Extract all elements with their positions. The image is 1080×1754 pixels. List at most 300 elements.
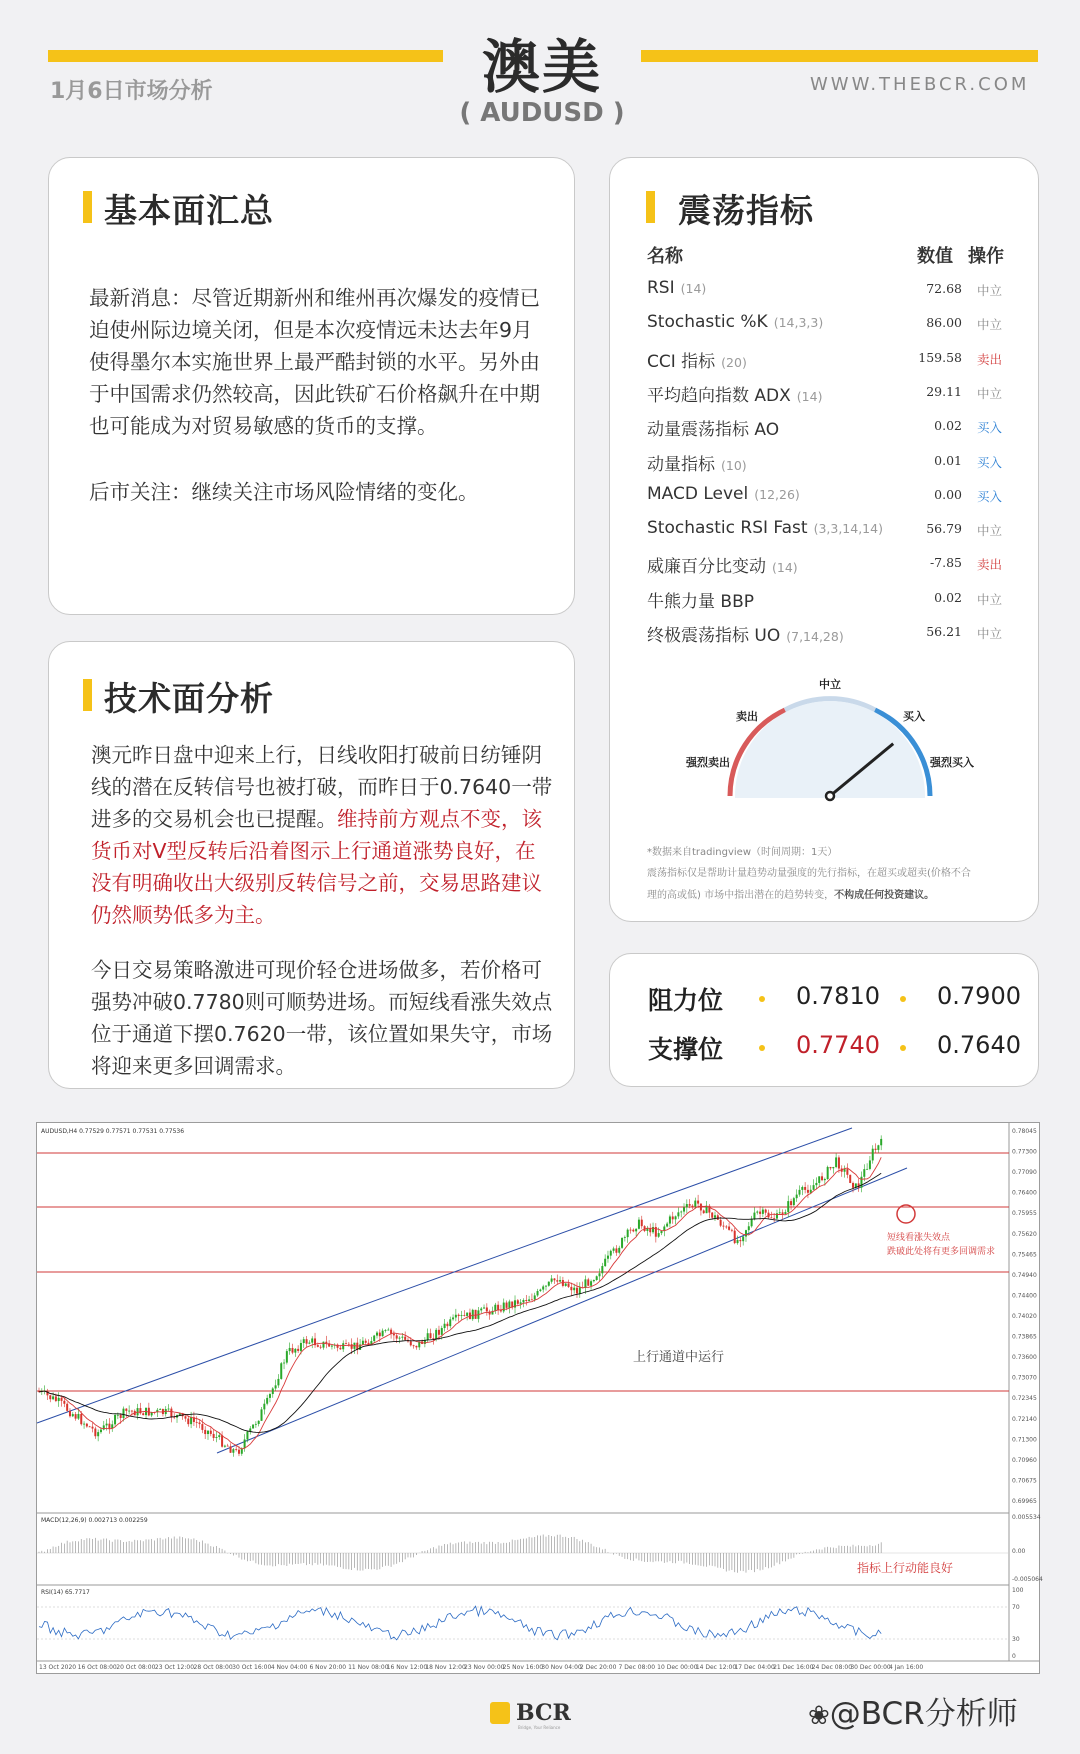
- candle-body: [396, 1335, 398, 1338]
- indicator-row: [647, 587, 1017, 621]
- candle-body: [680, 1212, 682, 1213]
- candle-body: [190, 1417, 192, 1424]
- candle-body: [745, 1230, 747, 1236]
- candle-body: [351, 1344, 353, 1349]
- section-marker: [646, 191, 655, 223]
- indicator-name: [647, 278, 706, 298]
- candle-body: [218, 1435, 220, 1437]
- indicator-name: [647, 312, 823, 332]
- candle-body: [108, 1424, 110, 1429]
- candle-body: [711, 1213, 713, 1218]
- price-tick-label: 0.75620: [1012, 1230, 1037, 1238]
- time-tick-label: 2 Dec 20:00: [579, 1664, 617, 1671]
- candle-body: [55, 1396, 57, 1401]
- time-tick-label: 14 Dec 12:00: [695, 1664, 737, 1671]
- candle-body: [379, 1333, 381, 1337]
- candle-body: [159, 1409, 161, 1410]
- candle-body: [838, 1157, 840, 1168]
- price-tick-label: 0.70675: [1012, 1477, 1037, 1485]
- candle-body: [551, 1279, 553, 1282]
- candle-body: [184, 1416, 186, 1418]
- candle-body: [697, 1201, 699, 1204]
- indicator-value: 29.11: [926, 383, 962, 399]
- indicator-name-text: Stochastic %K: [647, 312, 768, 333]
- watermark-text: @BCR分析师: [829, 1696, 1018, 1732]
- resistance-label: 阻力位: [648, 986, 724, 1015]
- price-tick-label: 0.73600: [1012, 1354, 1037, 1362]
- levels-card: [609, 953, 1039, 1087]
- candle-body: [694, 1201, 696, 1207]
- fundamentals-outlook: 后市关注：继续关注市场风险情绪的变化。: [89, 480, 479, 504]
- candle-body: [72, 1414, 74, 1416]
- macd-tick-label: 0.005534: [1012, 1514, 1041, 1521]
- candle-body: [306, 1339, 308, 1344]
- candle-body: [503, 1303, 505, 1312]
- currency-pair: ( AUDUSD ): [459, 98, 625, 128]
- candle-body: [221, 1435, 223, 1447]
- candle-body: [322, 1342, 324, 1348]
- candle-body: [742, 1237, 744, 1242]
- candle-body: [277, 1379, 279, 1385]
- support-2: 0.7640: [937, 1031, 1021, 1059]
- candle-body: [438, 1330, 440, 1335]
- candle-body: [880, 1139, 882, 1145]
- indicator-name-text: CCI 指标: [647, 351, 716, 372]
- candle-body: [258, 1421, 260, 1424]
- indicator-row: [647, 552, 1017, 586]
- candle-body: [720, 1220, 722, 1226]
- candle-body: [325, 1342, 327, 1344]
- indicator-action: 买入: [977, 488, 1003, 504]
- candle-body: [863, 1169, 865, 1177]
- time-tick-label: 16 Oct 08:00: [77, 1664, 117, 1671]
- candle-body: [846, 1169, 848, 1175]
- indicator-value: 0.02: [934, 418, 962, 434]
- candle-body: [542, 1286, 544, 1289]
- time-tick-label: 4 Nov 04:00: [270, 1664, 308, 1671]
- brand-tagline: Bridge, Your Reliance: [518, 1725, 561, 1730]
- technical-title: 技术面分析: [104, 679, 274, 718]
- candle-body: [308, 1343, 310, 1344]
- candle-body: [672, 1216, 674, 1219]
- candle-body: [531, 1299, 533, 1300]
- indicator-row: [647, 450, 1017, 484]
- candle-body: [807, 1190, 809, 1193]
- candle-body: [773, 1218, 775, 1219]
- fundamentals-title: 基本面汇总: [104, 191, 274, 230]
- candle-body: [114, 1415, 116, 1424]
- candle-body: [784, 1212, 786, 1214]
- candle-body: [461, 1315, 463, 1316]
- candle-body: [618, 1248, 620, 1253]
- candle-body: [689, 1204, 691, 1206]
- chart-symbol-label: AUDUSD,H4 0.77529 0.77571 0.77531 0.77536: [41, 1128, 185, 1135]
- candle-body: [399, 1338, 401, 1339]
- candle-body: [739, 1240, 741, 1241]
- candle-body: [556, 1280, 558, 1281]
- candle-body: [779, 1212, 781, 1213]
- time-tick-label: 6 Nov 20:00: [309, 1664, 347, 1671]
- indicator-action: 卖出: [977, 351, 1003, 367]
- gauge-pivot: [826, 792, 834, 800]
- indicator-name-text: 终极震荡指标 UO: [647, 626, 781, 646]
- candle-body: [866, 1169, 868, 1170]
- macd-tick-label: -0.005064: [1012, 1576, 1043, 1583]
- gauge-label-neutral: 中立: [819, 678, 841, 691]
- price-tick-label: 0.69965: [1012, 1498, 1037, 1505]
- support-1: 0.7740: [796, 1031, 880, 1059]
- candle-body: [731, 1230, 733, 1231]
- candle-body: [92, 1427, 94, 1429]
- candle-body: [669, 1216, 671, 1223]
- indicator-name: [647, 587, 760, 612]
- candle-body: [494, 1305, 496, 1311]
- candle-body: [627, 1230, 629, 1237]
- candle-body: [235, 1449, 237, 1450]
- disclaimer-bold: 不构成任何投资建议。: [834, 890, 935, 901]
- candle-body: [832, 1167, 834, 1168]
- time-tick-label: 18 Nov 12:00: [425, 1664, 466, 1671]
- disclaimer-line2: [647, 886, 934, 901]
- candle-body: [829, 1167, 831, 1168]
- indicator-action: 中立: [977, 317, 1003, 333]
- candle-body: [872, 1149, 874, 1161]
- candle-body: [213, 1434, 215, 1438]
- support-label: 支撑位: [648, 1035, 724, 1064]
- candle-body: [413, 1345, 415, 1346]
- candle-body: [466, 1313, 468, 1316]
- disclaimer-line1: 震荡指标仅是帮助计量趋势动量强度的先行指标，在超买或超卖(价格不合: [647, 868, 971, 879]
- candle-body: [522, 1300, 524, 1302]
- col-header-name: 名称: [647, 246, 683, 267]
- candle-body: [860, 1177, 862, 1188]
- candle-body: [432, 1338, 434, 1339]
- indicator-table: [647, 278, 1017, 658]
- candle-body: [610, 1251, 612, 1256]
- bullet: [759, 1045, 765, 1051]
- invalidation-note-1: 短线看涨失效点: [887, 1233, 951, 1243]
- candle-body: [446, 1324, 448, 1326]
- candle-body: [61, 1398, 63, 1401]
- candle-body: [472, 1310, 474, 1319]
- price-tick-label: 0.74940: [1012, 1271, 1037, 1279]
- indicator-action: 买入: [977, 454, 1003, 470]
- candle-body: [69, 1411, 71, 1416]
- price-tick-label: 0.73865: [1012, 1333, 1037, 1341]
- candle-body: [373, 1336, 375, 1341]
- candle-body: [869, 1160, 871, 1169]
- price-tick-label: 0.77090: [1012, 1169, 1037, 1177]
- candle-body: [261, 1409, 263, 1420]
- price-tick-label: 0.70960: [1012, 1456, 1037, 1464]
- candle-body: [607, 1256, 609, 1259]
- candle-body: [170, 1409, 172, 1417]
- candle-body: [263, 1404, 265, 1410]
- indicator-param: (14): [772, 560, 798, 576]
- gauge-label-strong-sell: 强烈卖出: [686, 756, 730, 769]
- candle-body: [266, 1398, 268, 1404]
- macd-annotation: 指标上行动能良好: [857, 1561, 954, 1575]
- candle-body: [875, 1149, 877, 1150]
- candle-body: [224, 1446, 226, 1447]
- indicator-row: [647, 415, 1017, 449]
- candle-body: [427, 1333, 429, 1340]
- oscillators-title: 震荡指标: [678, 191, 814, 230]
- candle-body: [97, 1432, 99, 1436]
- rsi-tick-label: 0: [1012, 1653, 1016, 1660]
- candle-body: [123, 1409, 125, 1418]
- candle-body: [77, 1414, 79, 1419]
- indicator-row: [647, 381, 1017, 415]
- candle-body: [568, 1283, 570, 1286]
- price-tick-label: 0.74400: [1012, 1292, 1037, 1300]
- weibo-icon: ❀: [808, 1701, 830, 1731]
- candle-body: [131, 1411, 133, 1412]
- fundamentals-news: 最新消息：尽管近期新州和维州再次爆发的疫情已迫使州际边境关闭，但是本次疫情远未达去年9月使得墨尔本实施世界上最严酷封锁的水平。另外由于中国需求仍然较高，因此铁矿石价格飙升在中期也可能成为对贸易敏感的货币的支撑。: [89, 286, 540, 438]
- fundamentals-card: [48, 157, 575, 615]
- indicator-action: 中立: [977, 626, 1003, 641]
- candle-body: [570, 1287, 572, 1290]
- candle-body: [244, 1439, 246, 1448]
- indicator-param: (10): [721, 457, 747, 473]
- indicator-action: 中立: [977, 283, 1003, 298]
- candle-body: [475, 1310, 477, 1319]
- technical-strategy: 今日交易策略激进可现价轻仓进场做多，若价格可强势冲破0.7780则可顺势进场。而短线看涨失效点位于通道下摆0.7620一带，该位置如果失守，市场将迎来更多回调需求。: [91, 958, 553, 1078]
- candle-body: [275, 1385, 277, 1388]
- candle-body: [393, 1334, 395, 1336]
- candle-body: [483, 1307, 485, 1308]
- candle-body: [604, 1259, 606, 1266]
- indicator-row: [647, 278, 1017, 312]
- candle-body: [227, 1446, 229, 1447]
- candle-body: [545, 1286, 547, 1287]
- indicator-row: [647, 621, 1017, 655]
- header-bar-right: [641, 50, 1038, 62]
- candle-body: [815, 1183, 817, 1185]
- candle-body: [452, 1317, 454, 1319]
- resistance-2: 0.7900: [937, 982, 1021, 1010]
- candle-body: [404, 1337, 406, 1340]
- candle-body: [362, 1341, 364, 1345]
- candle-body: [852, 1183, 854, 1188]
- time-tick-label: 23 Oct 12:00: [154, 1664, 195, 1671]
- candle-body: [331, 1346, 333, 1347]
- bullet: [900, 1045, 906, 1051]
- candle-body: [238, 1450, 240, 1454]
- candle-body: [714, 1215, 716, 1217]
- col-header-value: 数值: [917, 246, 953, 267]
- time-tick-label: 23 Nov 00:00: [464, 1664, 505, 1671]
- price-chart[interactable]: [36, 1122, 1043, 1674]
- indicator-name-text: 动量指标: [647, 454, 715, 475]
- time-tick-label: 13 Oct 2020: [39, 1664, 77, 1671]
- candle-body: [630, 1230, 632, 1231]
- candle-body: [94, 1429, 96, 1437]
- watermark: [808, 1688, 1018, 1733]
- bullet: [900, 996, 906, 1002]
- page-title: 澳美: [481, 33, 602, 101]
- candle-body: [382, 1331, 384, 1337]
- candle-body: [252, 1425, 254, 1429]
- price-tick-label: 0.73070: [1012, 1374, 1037, 1382]
- candle-body: [717, 1215, 719, 1219]
- candle-body: [796, 1195, 798, 1199]
- indicator-name-text: 牛熊力量 BBP: [647, 591, 754, 612]
- candle-body: [525, 1300, 527, 1301]
- candle-body: [804, 1187, 806, 1190]
- bullet: [759, 996, 765, 1002]
- candle-body: [801, 1187, 803, 1190]
- candle-body: [444, 1324, 446, 1328]
- candle-body: [725, 1227, 727, 1228]
- candle-body: [590, 1281, 592, 1286]
- indicator-name-text: MACD Level: [647, 483, 749, 504]
- indicator-action: 中立: [977, 523, 1003, 539]
- indicator-param: (12,26): [754, 486, 800, 502]
- indicator-param: (7,14,28): [786, 629, 844, 644]
- candle-body: [283, 1363, 285, 1364]
- macd-label: MACD(12,26,9) 0.002713 0.002259: [41, 1517, 148, 1524]
- candle-body: [835, 1157, 837, 1167]
- candle-body: [827, 1167, 829, 1179]
- brand-logo: [490, 1700, 600, 1730]
- candle-body: [339, 1348, 341, 1349]
- price-tick-label: 0.77300: [1012, 1148, 1037, 1156]
- candle-body: [100, 1430, 102, 1433]
- candle-body: [613, 1248, 615, 1250]
- time-tick-label: 16 Nov 12:00: [386, 1664, 428, 1671]
- resistance-1: 0.7810: [796, 982, 880, 1010]
- time-tick-label: 11 Nov 08:00: [348, 1664, 389, 1671]
- indicator-param: (14): [680, 281, 707, 296]
- candle-body: [204, 1430, 206, 1434]
- indicator-value: 0.00: [934, 486, 962, 502]
- candle-body: [117, 1415, 119, 1416]
- candle-body: [125, 1409, 127, 1411]
- indicator-name-text: 威廉百分比变动: [647, 557, 766, 578]
- data-source-note: *数据来自tradingview（时间周期：1天）: [647, 847, 838, 858]
- candle-body: [756, 1212, 758, 1213]
- candle-body: [320, 1347, 322, 1348]
- candle-body: [106, 1424, 108, 1426]
- time-tick-label: 30 Dec 00:00: [850, 1664, 891, 1671]
- candle-body: [272, 1388, 274, 1394]
- candle-body: [435, 1330, 437, 1339]
- invalidation-note-2: 跌破此处将有更多回调需求: [887, 1247, 996, 1257]
- candle-body: [187, 1419, 189, 1425]
- candle-body: [49, 1395, 51, 1399]
- indicator-value: 56.21: [926, 624, 962, 639]
- candle-body: [596, 1276, 598, 1280]
- candle-body: [537, 1291, 539, 1295]
- indicator-param: (20): [721, 354, 747, 370]
- candle-body: [599, 1273, 601, 1276]
- brand-name: BCR: [516, 1700, 571, 1726]
- price-tick-label: 0.72140: [1012, 1415, 1037, 1423]
- candle-body: [686, 1204, 688, 1207]
- candle-body: [75, 1414, 77, 1419]
- candle-body: [297, 1349, 299, 1351]
- candle-body: [199, 1422, 201, 1424]
- price-tick-label: 0.76400: [1012, 1189, 1037, 1197]
- candle-body: [587, 1279, 589, 1285]
- candle-body: [683, 1207, 685, 1211]
- macd-tick-label: 0.00: [1012, 1548, 1026, 1555]
- candle-body: [821, 1176, 823, 1180]
- indicator-action: 中立: [977, 591, 1003, 607]
- candle-body: [168, 1409, 170, 1410]
- candle-body: [621, 1238, 623, 1248]
- brand-icon: [490, 1702, 510, 1724]
- candle-body: [649, 1228, 651, 1232]
- candle-body: [86, 1424, 88, 1427]
- candle-body: [449, 1319, 451, 1326]
- technical-highlight: 维持前方观点不变，该货币对V型反转后沿着图示上行通道涨势良好，在没有明确收出大级别反转信号之前，交易思路建议仍然顺势低多为主。: [91, 807, 542, 927]
- time-tick-label: 10 Dec 00:00: [657, 1664, 698, 1671]
- candle-body: [751, 1219, 753, 1226]
- candle-body: [458, 1315, 460, 1316]
- candle-body: [877, 1145, 879, 1150]
- candle-body: [128, 1411, 130, 1412]
- indicator-row: [647, 484, 1017, 518]
- indicator-value: 72.68: [926, 281, 962, 296]
- indicator-action: 卖出: [977, 557, 1003, 573]
- candle-body: [770, 1217, 772, 1218]
- candle-body: [615, 1248, 617, 1252]
- candle-body: [660, 1231, 662, 1233]
- candle-body: [782, 1212, 784, 1214]
- price-tick-label: 0.72345: [1012, 1395, 1037, 1403]
- candle-body: [58, 1398, 60, 1401]
- candle-body: [384, 1330, 386, 1331]
- candle-body: [675, 1216, 677, 1219]
- candle-body: [520, 1302, 522, 1303]
- candle-body: [703, 1210, 705, 1213]
- candle-body: [255, 1424, 257, 1425]
- time-tick-label: 24 Dec 08:00: [811, 1664, 853, 1671]
- site-url: WWW.THEBCR.COM: [810, 74, 1030, 95]
- chart-canvas: [37, 1123, 1043, 1673]
- candle-body: [601, 1266, 603, 1273]
- candle-body: [508, 1301, 510, 1307]
- indicator-value: 86.00: [926, 315, 962, 331]
- indicator-name: [647, 415, 785, 440]
- candle-body: [441, 1328, 443, 1335]
- indicator-value: 0.02: [934, 589, 962, 605]
- report-date: 1月6日市场分析: [50, 79, 213, 104]
- section-marker: [83, 191, 92, 223]
- header-bar-left: [48, 50, 443, 62]
- rsi-tick-label: 70: [1012, 1604, 1020, 1611]
- candle-body: [573, 1288, 575, 1291]
- rsi-label: RSI(14) 65.7717: [41, 1589, 90, 1596]
- rsi-tick-label: 100: [1012, 1587, 1024, 1594]
- candle-body: [824, 1179, 826, 1180]
- candle-body: [548, 1282, 550, 1286]
- indicator-param: (14,3,3): [773, 315, 824, 331]
- indicator-param: (3,3,14,14): [813, 521, 883, 537]
- candle-body: [401, 1337, 403, 1338]
- technical-analysis-text: 澳元昨日盘中迎来上行，日线收阳打破前日纺锤阴线的潜在反转信号也被打破，而昨日于0.7640一带进多的交易机会也已提醒。: [91, 743, 553, 831]
- candle-body: [748, 1226, 750, 1230]
- candle-body: [638, 1220, 640, 1229]
- candle-body: [317, 1345, 319, 1347]
- time-tick-label: 4 Jan 16:00: [889, 1664, 924, 1671]
- candle-body: [66, 1404, 68, 1411]
- candle-body: [480, 1309, 482, 1311]
- candle-body: [576, 1288, 578, 1294]
- candle-body: [201, 1424, 203, 1430]
